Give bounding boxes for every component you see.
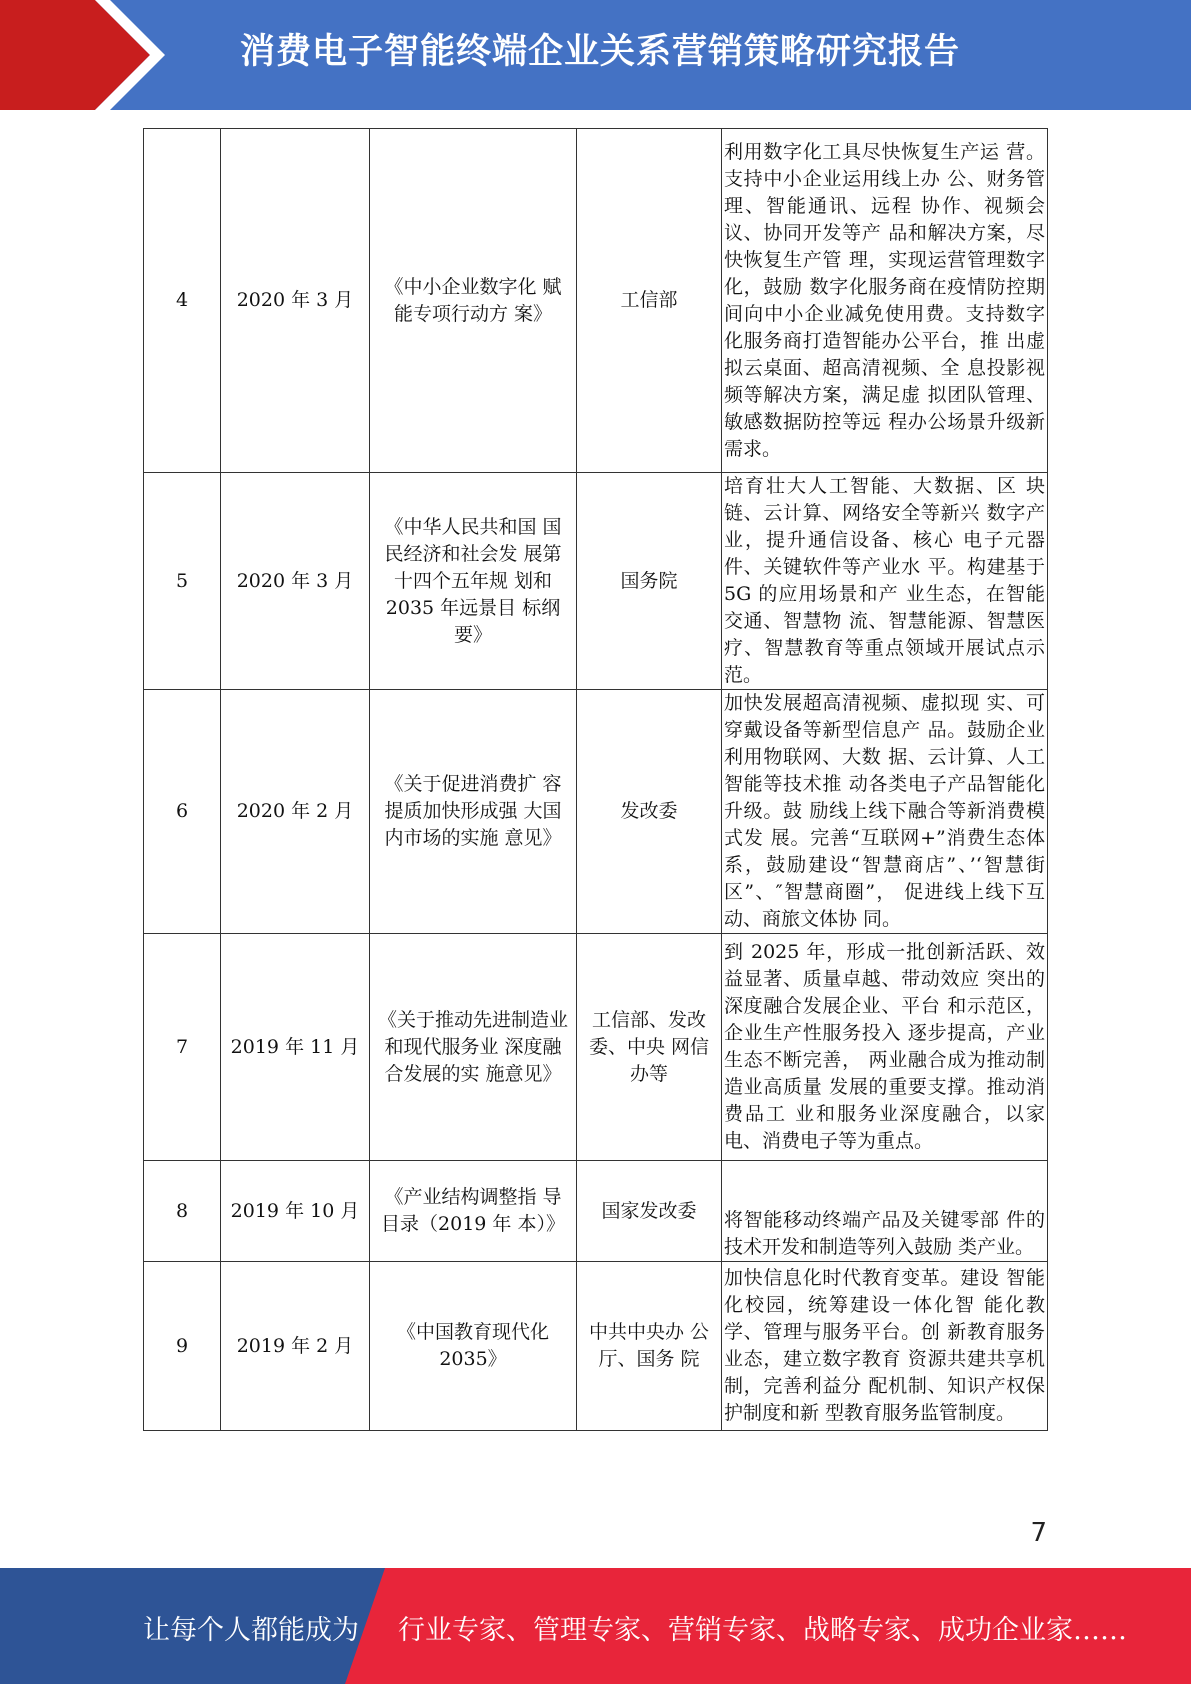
row-date: 2019 年 10 月 <box>221 1161 370 1262</box>
table-row <box>144 690 1048 934</box>
row-description: 培育壮大人工智能、大数据、区 块链、云计算、网络安全等新兴 数字产业，提升通信设备、核心 电子元器件、关键软件等产业水 平。构建基于 5G 的应用场景和产 业生态，在智能交通、智慧物 流、智慧能源、智慧医疗、智慧教育等重点领域开展试点示范。 <box>722 473 1048 690</box>
row-date: 2019 年 11 月 <box>221 934 370 1161</box>
row-description: 加快信息化时代教育变革。建设 智能化校园，统筹建设一体化智 能化教学、管理与服务平台。创 新教育服务业态，建立数字教育 资源共建共享机制，完善利益分 配机制、知识产权保护制度和新 型教育服务监管制度。 <box>722 1262 1048 1431</box>
policy-table <box>143 128 1048 1431</box>
table-row <box>144 1161 1048 1262</box>
row-description: 到 2025 年，形成一批创新活跃、效益显著、质量卓越、带动效应 突出的深度融合发展企业、平台 和示范区，企业生产性服务投入 逐步提高，产业生态不断完善， 两业融合成为推动制造业高质量 发展的重要支撑。推动消费品工 业和服务业深度融合，以家电、消费电子等为重点。 <box>722 934 1048 1161</box>
row-department: 工信部 <box>577 129 722 473</box>
row-policy-name: 《关于推动先进制造业和现代服务业 深度融合发展的实 施意见》 <box>370 934 577 1161</box>
row-policy-name: 《中国教育现代化 2035》 <box>370 1262 577 1431</box>
page-header <box>0 0 1191 110</box>
report-title: 消费电子智能终端企业关系营销策略研究报告 <box>240 32 961 72</box>
header-red-arrow <box>0 0 150 110</box>
row-policy-name: 《中华人民共和国 国民经济和社会发 展第十四个五年规 划和 2035 年远景目 标纲要》 <box>370 473 577 690</box>
row-number: 7 <box>144 934 221 1161</box>
row-description: 利用数字化工具尽快恢复生产运 营。支持中小企业运用线上办 公、财务管理、智能通讯、远程 协作、视频会议、协同开发等产 品和解决方案，尽快恢复生产管 理，实现运营管理数字化，鼓励 数字化服务商在疫情防控期间向中小企业减免使用费。支持数字 化服务商打造智能办公平台，推 出虚拟云桌面、超高清视频、全 息投影视频等解决方案，满足虚 拟团队管理、敏感数据防控等远 程办公场景升级新需求。 <box>722 129 1048 473</box>
row-description: 将智能移动终端产品及关键零部 件的技术开发和制造等列入鼓励 类产业。 <box>722 1161 1048 1262</box>
row-description: 加快发展超高清视频、虚拟现 实、可穿戴设备等新型信息产 品。鼓励企业利用物联网、大数 据、云计算、人工智能等技术推 动各类电子产品智能化升级。鼓 励线上线下融合等新消费模式发 展。完善“互联网+”消费生态体系，鼓励建设“智慧商店”、’‘智慧街区”、″智慧商圈”， 促进线上线下互动、商旅文体协 同。 <box>722 690 1048 934</box>
page-number: 7 <box>1030 1518 1047 1548</box>
row-date: 2020 年 3 月 <box>221 473 370 690</box>
footer-slogan-right: 行业专家、管理专家、营销专家、战略专家、成功企业家…… <box>398 1615 1127 1646</box>
row-date: 2020 年 3 月 <box>221 129 370 473</box>
row-policy-name: 《中小企业数字化 赋能专项行动方 案》 <box>370 129 577 473</box>
table-row <box>144 1262 1048 1431</box>
table-row <box>144 129 1048 473</box>
row-number: 4 <box>144 129 221 473</box>
table-row <box>144 934 1048 1161</box>
row-department: 中共中央办 公厅、国务 院 <box>577 1262 722 1431</box>
footer-slogan-left: 让每个人都能成为 <box>143 1615 359 1646</box>
row-policy-name: 《关于促进消费扩 容提质加快形成强 大国内市场的实施 意见》 <box>370 690 577 934</box>
row-date: 2019 年 2 月 <box>221 1262 370 1431</box>
row-number: 9 <box>144 1262 221 1431</box>
row-department: 国务院 <box>577 473 722 690</box>
row-number: 6 <box>144 690 221 934</box>
row-department: 发改委 <box>577 690 722 934</box>
row-department: 国家发改委 <box>577 1161 722 1262</box>
row-department: 工信部、发改委、中央 网信办等 <box>577 934 722 1161</box>
row-number: 8 <box>144 1161 221 1262</box>
table-row <box>144 473 1048 690</box>
row-date: 2020 年 2 月 <box>221 690 370 934</box>
row-number: 5 <box>144 473 221 690</box>
row-policy-name: 《产业结构调整指 导目录（2019 年 本）》 <box>370 1161 577 1262</box>
page-footer <box>0 1568 1191 1684</box>
